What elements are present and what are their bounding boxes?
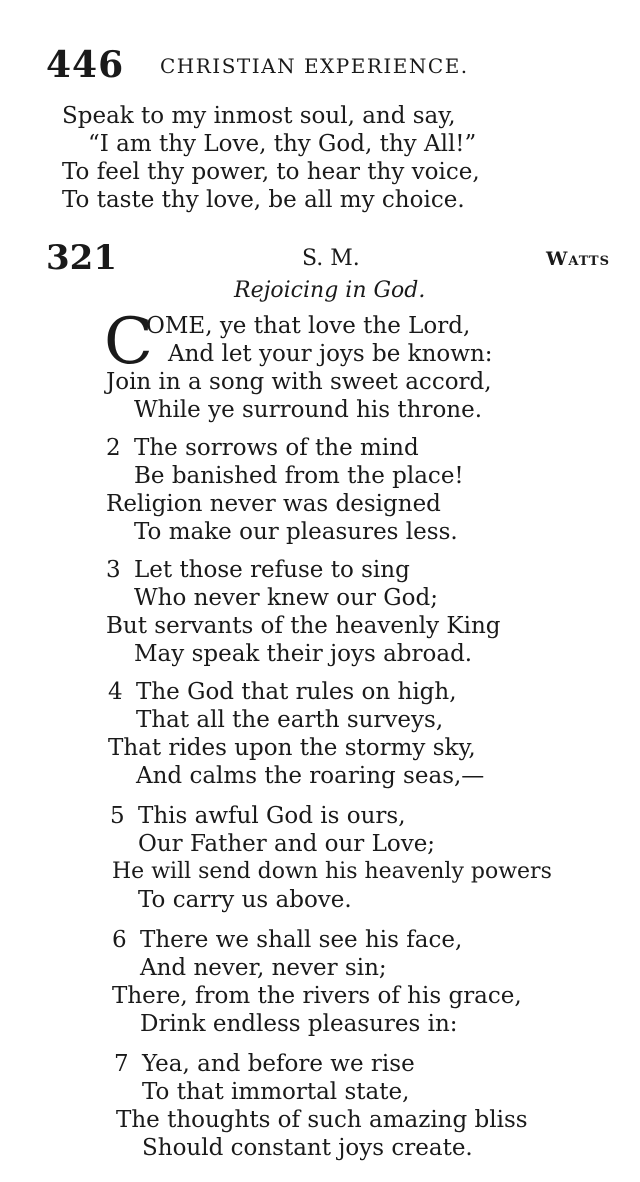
stanza-line: But servants of the heavenly King [106,613,501,639]
stanza-line: While ye surround his throne. [134,397,483,423]
stanza-line: The God that rules on high, [136,679,457,705]
stanza-line: And never, never sin; [140,955,387,981]
stanza-line: Speak to my inmost soul, and say, [62,103,456,129]
stanza-line: To that immortal state, [142,1079,410,1105]
stanza-first-line [112,926,462,954]
stanza-first-line [106,434,419,462]
hymn-header [46,238,616,282]
stanza-line: Let those refuse to sing [134,557,410,583]
stanza-line: There we shall see his face, [140,927,463,953]
stanza-line: Our Father and our Love; [138,831,436,857]
stanza-line: Join in a song with sweet accord, [106,369,492,395]
stanza-line: He will send down his heavenly powers [112,859,552,884]
page-number: 446 [46,44,125,86]
stanza-line: That rides upon the stormy sky, [108,735,476,761]
drop-cap: C [104,305,153,379]
stanza-first-line [106,556,410,584]
stanza-first-line [114,1050,415,1078]
stanza-line: Religion never was designed [106,491,441,517]
stanza-first-line [110,802,406,830]
stanza-line: Be banished from the place! [134,463,464,489]
stanza-line: There, from the rivers of his grace, [112,983,522,1009]
stanza-line: May speak their joys abroad. [134,641,473,667]
stanza-line: Who never knew our God; [134,585,438,611]
verse-number: 2 [106,435,121,461]
verse-number: 3 [106,557,121,583]
stanza-line: “I am thy Love, thy God, thy All!” [88,131,477,157]
stanza-line: And let your joys be known: [168,341,493,367]
verse-number: 4 [108,679,123,705]
verse-number: 6 [112,927,127,953]
stanza-line: Drink endless pleasures in: [140,1011,458,1037]
verse-number: 7 [114,1051,129,1077]
running-head: CHRISTIAN EXPERIENCE. [160,54,469,78]
hymn-number: 321 [46,238,117,278]
hymn-title: Rejoicing in God. [234,278,426,303]
stanza-line: To feel thy power, to hear thy voice, [62,159,480,185]
stanza-first-line [108,678,457,706]
hymn-meter: S. M. [302,246,360,271]
stanza-line: And calms the roaring seas,— [136,763,485,789]
verse-number: 5 [110,803,125,829]
stanza-line: The thoughts of such amazing bliss [116,1107,528,1133]
stanza-line: OME, ye that love the Lord, [146,313,471,339]
stanza-line: To taste thy love, be all my choice. [62,187,465,213]
stanza-line: The sorrows of the mind [134,435,419,461]
stanza-line: To make our pleasures less. [134,519,458,545]
stanza-line: This awful God is ours, [138,803,406,829]
stanza-line: To carry us above. [138,887,352,913]
stanza-line: Yea, and before we rise [142,1051,415,1077]
stanza-line: That all the earth surveys, [136,707,444,733]
stanza-line: Should constant joys create. [142,1135,473,1161]
hymn-author: Watts [546,248,610,270]
page-header [46,44,606,88]
